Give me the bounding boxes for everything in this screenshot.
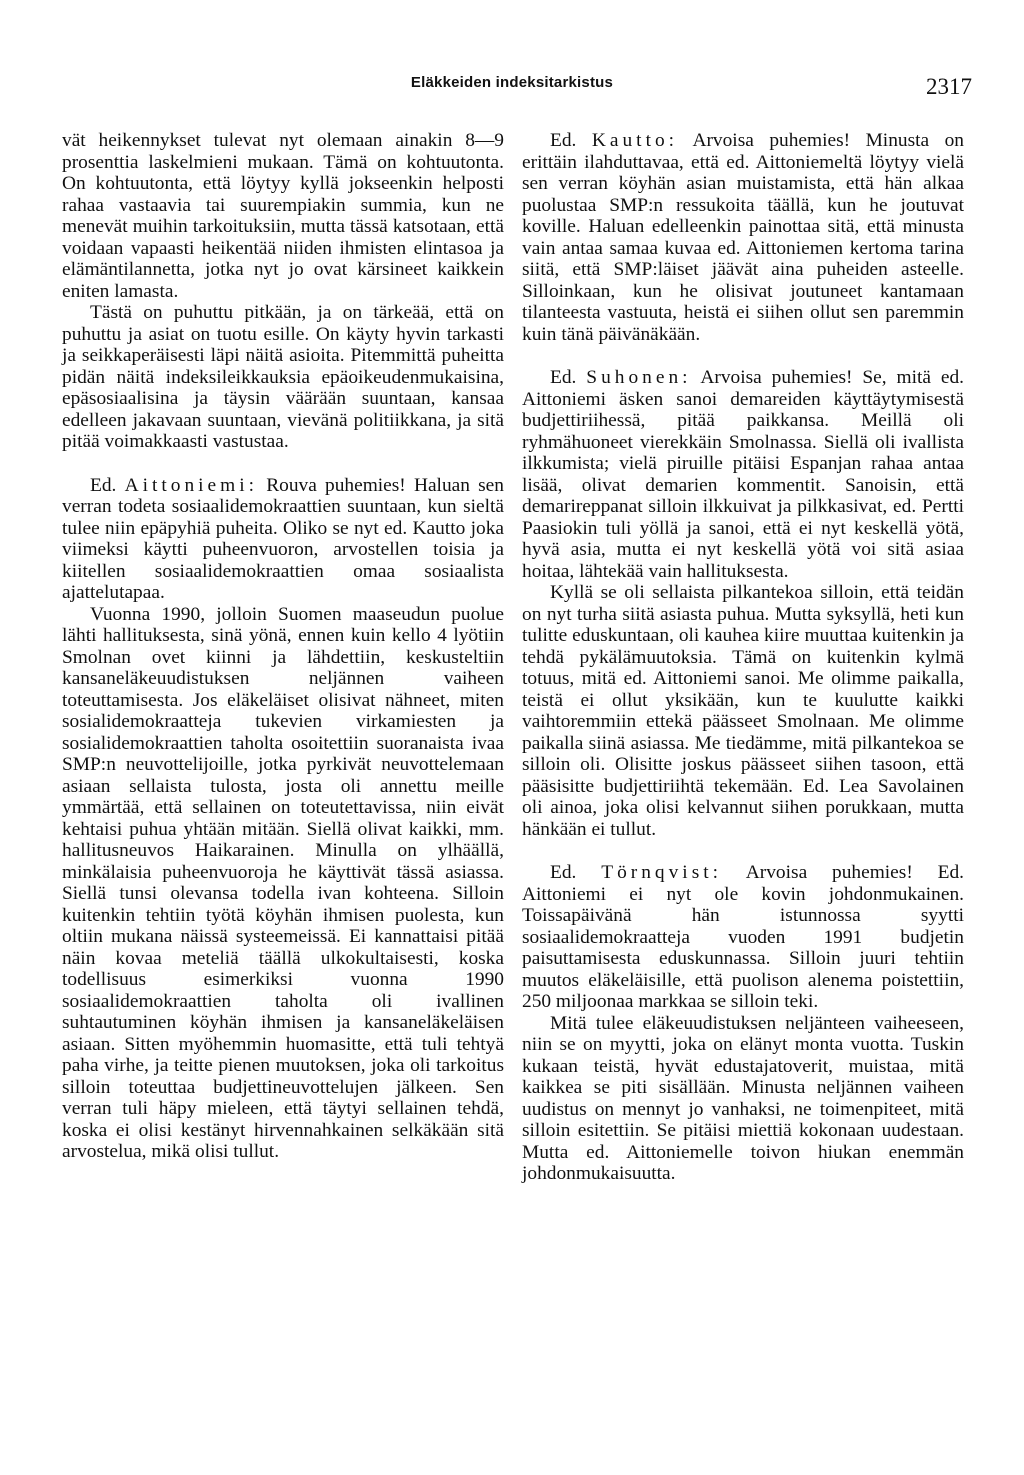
speech-text: Arvoisa puhemies! Ed. Aittoniemi ei nyt ole kovin johdonmukainen. Toissapäivänä hän istunnossa syytti sosiaalidemokraatteja vuoden 1991 budjetin paisuttamisesta eduskunnassa. Silloin juuri tehtiin muutos eläkeläisille, että puolison alenema poistettiin, 250 miljoonaa markkaa se silloin teki.: [522, 862, 964, 1012]
speech-tornqvist: [522, 862, 964, 1013]
speaker-prefix: Ed.: [550, 862, 577, 883]
paragraph: Vuonna 1990, jolloin Suomen maaseudun puolue lähti hallituksesta, sinä yönä, ennen kuin kello 4 lyötiin Smolnan ovet kiinni ja lähdettiin, keskusteltiin kansaneläkeuudistuksen neljännen vaiheen toteuttamisesta. Jos eläkeläiset olisivat nähneet, miten sosialidemokraatteja tukevien virkamiesten ja sosialidemokraattien taholta osoitettiin suoranaista ivaa SMP:n neuvottelijoille, jotka pyrkivät neuvottelemaan asiaan sellaista tulosta, josta oli annettu meille ymmärtää, että sellainen on toteutettavissa, niin eivät kehtaisi puhua yhtään mitään. Siellä olivat kaikki, mm. hallitusneuvos Haikarainen. Minulla on ylhäällä, minkälaisia puheenvuoroja he käyttivät tässä asiassa. Siellä tunsi olevansa todella ivan kohteena. Silloin kuitenkin tehtiin työtä köyhän ihmisen puolesta, kun oltiin mukana näissä systeemeissä. Ei kannattaisi pitää näin kovaa meteliä täällä ulkokultaisesti, koska todellisuus esimerkiksi vuonna 1990 sosiaalidemokraattien taholta oli ivallinen suhtautuminen köyhän ihmisen ja kansaneläkeläisen asiaan. Sitten myöhemmin huomasitte, että tuli tehtyä paha virhe, ja teitte pienen muutoksen, joka oli tarkoitus silloin toteuttaa budjettineuvottelujen jälkeen. Sen verran tuli häpy mieleen, että täytyi sellainen tehdä, koska ei olisi kestänyt hirvennahkainen selkäkään sitä arvostelua, mikä olisi tullut.: [62, 603, 504, 1162]
paragraph: vät heikennykset tulevat nyt olemaan ainakin 8—9 prosenttia laskelmieni mukaan. Tämä on kohtuutonta. On kohtuutonta, että löytyy kyllä jokseenkin helposti rahaa vastaavia tai suurempiakin summia, kun ne menevät muihin tarkoituksiin, mutta tässä katsotaan, että voidaan vapaasti heikentää niiden ihmisten elintasoa ja elämäntilannetta, jotka nyt jo ovat kärsineet kaikkein eniten lamasta.: [62, 130, 504, 302]
speech-text: Arvoisa puhemies! Se, mitä ed. Aittoniemi äsken sanoi demareiden käyttäytymisestä budjettiriihessä, pitää paikkansa. Meillä oli ryhmähuoneet vierekkäin Smolnassa. Siellä oli ivallista ilkkumista; vielä piruille pitäisi Espanjan rahaa antaa lisää, olivat demarien kommentit. Sanoisin, että demarireppanat silloin ilkkuivat ja pilkkasivat, ed. Pertti Paasiokin tuli yöllä ja sanoi, että ei nyt keskellä yötä, hyvä asia, mutta ei nyt keskellä yötä voi sitä asiaa hoitaa, lähtekää vain hallituksesta.: [522, 367, 964, 582]
page-number: 2317: [926, 74, 972, 99]
paragraph: Tästä on puhuttu pitkään, ja on tärkeää, että on puhuttu ja asiat on tuotu esille. On käyty hyvin tarkasti ja seikkaperäisesti läpi näitä asioita. Pitemmittä puheitta pidän näitä indeksileikkauksia epäoikeudenmukaisina, epäsosiaalisina ja täysin väärään suuntaan, kansaa edelleen jakavaan suuntaan, vievänä politiikkana, ja sitä pitää voimakkaasti vastustaa.: [62, 302, 504, 452]
speaker-prefix: Ed.: [550, 367, 577, 388]
right-column: [522, 130, 964, 1185]
left-column: [62, 130, 504, 1163]
speaker-prefix: Ed.: [90, 474, 117, 496]
paragraph: Mitä tulee eläkeuudistuksen neljänteen vaiheeseen, niin se on myytti, joka on elänyt monta vuotta. Tuskin kukaan teistä, hyvät edustajatoverit, muistaa, mitä kaikkea se piti sisällään. Minusta neljännen vaiheen uudistus on mennyt jo vanhaksi, ne toimenpiteet, mitä silloin esitettiin. Se pitäisi miettiä kokonaan uudestaan. Mutta ed. Aittoniemelle toivon hiukan enemmän johdonmukaisuutta.: [522, 1012, 964, 1184]
speech-suhonen: [522, 367, 964, 582]
speaker-name: Aittoniemi:: [124, 474, 258, 496]
speech-kautto: [522, 130, 964, 345]
speech-aittoniemi: [62, 475, 504, 604]
speech-text: Arvoisa puhemies! Minusta on erittäin ilahduttavaa, että ed. Aittoniemeltä löytyy vielä sen verran köyhän asian muistamista, että hän alkaa puolustaa SMP:n ressukoita täällä, kun he joutuvat koville. Haluan edelleenkin painottaa sitä, että minusta vain antaa samaa kuvaa ed. Aittoniemen kertoma tarina siitä, että SMP:läiset jäävät aina puheiden asteelle. Silloinkaan, kun he olisivat joutuneet kantamaan tilanteesta vastuuta, heistä ei siihen ollut sen paremmin kuin tänä päivänäkään.: [522, 130, 964, 345]
speaker-name: Törnqvist:: [601, 862, 723, 883]
speaker-name: Kautto:: [591, 130, 679, 151]
running-title: Eläkkeiden indeksitarkistus: [410, 74, 614, 91]
paragraph: Kyllä se oli sellaista pilkantekoa silloin, että teidän on nyt turha siitä asiasta puhua. Mutta syksyllä, heti kun tulitte eduskuntaan, oli kauhea kiire muuttaa kuitenkin ja tehdä pykälämuutoksia. Tämä on kuitenkin kylmä totuus, mitä ed. Aittoniemi sanoi. Me olimme paikalla, teistä ei ollut yksikään, kun te kuulutte kaikki vaihtoremmiin ettekä päässeet Smolnaan. Me olimme paikalla siinä asiassa. Me tiedämme, mitä pilkantekoa se silloin oli. Olisitte joskus päässeet siihen tasoon, että pääsisitte budjettiriihtä tekemään. Ed. Lea Savolainen oli ainoa, joka olisi kelvannut siihen porukkaan, mutta hänkään ei tullut.: [522, 582, 964, 840]
speaker-prefix: Ed.: [550, 130, 577, 151]
speaker-name: Suhonen:: [586, 367, 692, 388]
speech-text: Rouva puhemies! Haluan sen verran todeta sosiaalidemokraattien suuntaan, kun sieltä tulee niin epäpyhiä puheita. Oliko se nyt ed. Kautto joka viimeksi käytti puheenvuoron, arvostellen toisia ja kiitellen sosiaalidemokraattien omaa sosiaalista ajattelutapaa.: [62, 474, 504, 603]
page-header: [0, 70, 1024, 100]
